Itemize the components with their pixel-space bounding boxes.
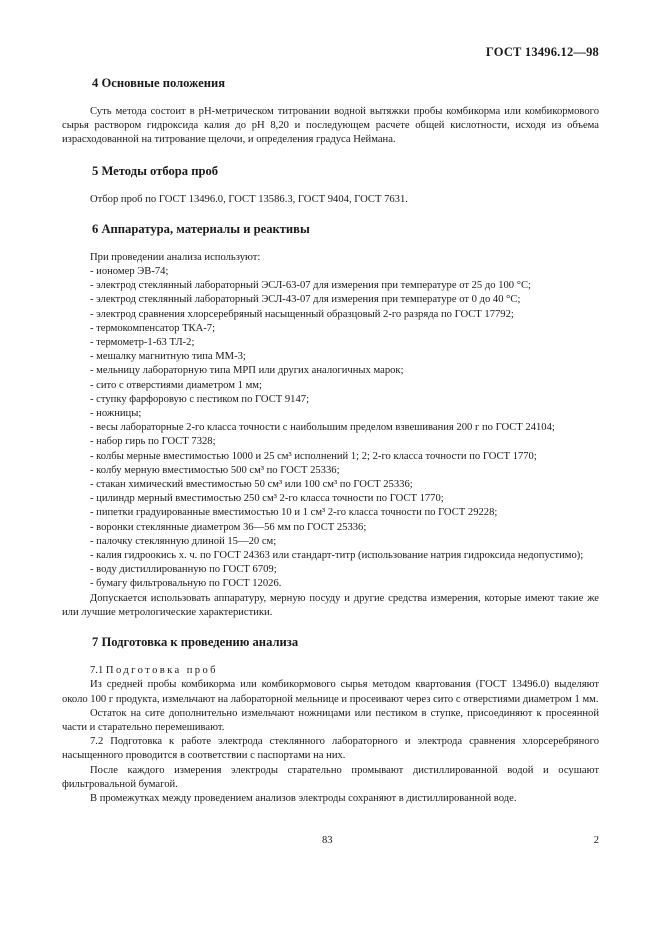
list-item: - электрод сравнения хлорсеребряный насыщенный образцовый 2-го разряда по ГОСТ 17792; [90, 308, 514, 320]
list-item: - термометр-1-63 ТЛ-2; [90, 337, 195, 349]
paragraph: 7.2 Подготовка к работе электрода стеклянного лабораторного и электрода сравнения хлорсеребряного насыщенного проводится в соответствии с паспортами на них. [62, 736, 599, 762]
list-item: - калия гидроокись х. ч. по ГОСТ 24363 или стандарт-титр (использование натрия гидроксида недопустимо); [90, 550, 584, 562]
section-4-text: Суть метода состоит в рН-метрическом титровании водной вытяжки пробы комбикорма или комбикормового сырья раствором гидроксида калия до рН 8,20 и последующем расчете общей кислотности, исходя из объема израсходованной на титрование щелочи, и определения градуса Неймана. [62, 106, 599, 146]
page-number-center: 83 [322, 835, 333, 846]
section-6-title: 6 Аппаратура, материалы и реактивы [92, 221, 310, 236]
subsection-7-1-heading [62, 664, 599, 678]
list-item: - бумагу фильтровальную по ГОСТ 12026. [90, 578, 282, 590]
section-5-title: 5 Методы отбора проб [92, 163, 219, 178]
list-item: - стакан химический вместимостью 50 см³ или 100 см³ по ГОСТ 25336; [90, 479, 413, 491]
page-number-right: 2 [593, 835, 599, 846]
section-6-note: Допускается использовать аппаратуру, мерную посуду и другие средства измерения, которые имеют такие же или лучшие метрологические характеристики. [62, 592, 599, 618]
list-item: - колбу мерную вместимостью 500 см³ по ГОСТ 25336; [90, 464, 340, 476]
list-item: - пипетки градуированные вместимостью 10 и 1 см³ 2-го класса точности по ГОСТ 29228; [90, 507, 498, 519]
section-5-text: Отбор проб по ГОСТ 13496.0, ГОСТ 13586.3, ГОСТ 9404, ГОСТ 7631. [90, 193, 408, 205]
paragraph: Остаток на сите дополнительно измельчают ножницами или пестиком в ступке, присоединяют к просеянной части и старательно перемешивают. [62, 707, 599, 733]
equipment-list [62, 265, 599, 592]
list-item: - термокомпенсатор ТКА-7; [90, 322, 216, 334]
section-6-intro: При проведении анализа используют: [90, 251, 261, 263]
subsection-number: 7.1 [90, 665, 104, 677]
list-item: - ступку фарфоровую с пестиком по ГОСТ 9147; [90, 393, 310, 405]
paragraph: После каждого измерения электроды старательно промывают дистиллированной водой и осушают фильтровальной бумагой. [62, 764, 599, 790]
list-item: - сито с отверстиями диаметром 1 мм; [90, 379, 262, 391]
section-7-title: 7 Подготовка к проведению анализа [92, 635, 299, 650]
paragraph: Из средней пробы комбикорма или комбикормового сырья методом квартования (ГОСТ 13496.0) выделяют около 100 г продукта, измельчают на лабораторной мельнице и просеивают через сито с отверстиями диаметром 1 мм. [62, 679, 599, 705]
list-item: - цилиндр мерный вместимостью 250 см³ 2-го класса точности по ГОСТ 1770; [90, 493, 444, 505]
list-item: - электрод стеклянный лабораторный ЭСЛ-43-07 для измерения при температуре от 0 до 40 °С; [90, 294, 521, 306]
subsection-title: Подготовка проб [105, 665, 218, 677]
list-item: - палочку стеклянную длиной 15—20 см; [90, 535, 277, 547]
list-item: - иономер ЭВ-74; [90, 266, 169, 278]
list-item: - воду дистиллированную по ГОСТ 6709; [90, 564, 277, 576]
list-item: - колбы мерные вместимостью 1000 и 25 см³ исполнений 1; 2; 2-го класса точности по ГОСТ 1770; [90, 450, 537, 462]
list-item: - набор гирь по ГОСТ 7328; [90, 436, 216, 448]
section-4-title: 4 Основные положения [92, 76, 226, 90]
document-header: ГОСТ 13496.12—98 [485, 45, 599, 59]
list-item: - воронки стеклянные диаметром 36—56 мм по ГОСТ 25336; [90, 521, 367, 533]
list-item: - мешалку магнитную типа ММ-3; [90, 351, 246, 363]
list-item: - ножницы; [90, 408, 142, 420]
list-item: - электрод стеклянный лабораторный ЭСЛ-63-07 для измерения при температуре от 25 до 100 °С; [90, 280, 531, 292]
document-body [62, 72, 599, 806]
list-item: - мельницу лабораторную типа МРП или других аналогичных марок; [90, 365, 404, 377]
paragraph: В промежутках между проведением анализов электроды сохраняют в дистиллированной воде. [90, 792, 517, 804]
list-item: - весы лабораторные 2-го класса точности с наибольшим пределом взвешивания 200 г по ГОСТ 24104; [90, 422, 555, 434]
